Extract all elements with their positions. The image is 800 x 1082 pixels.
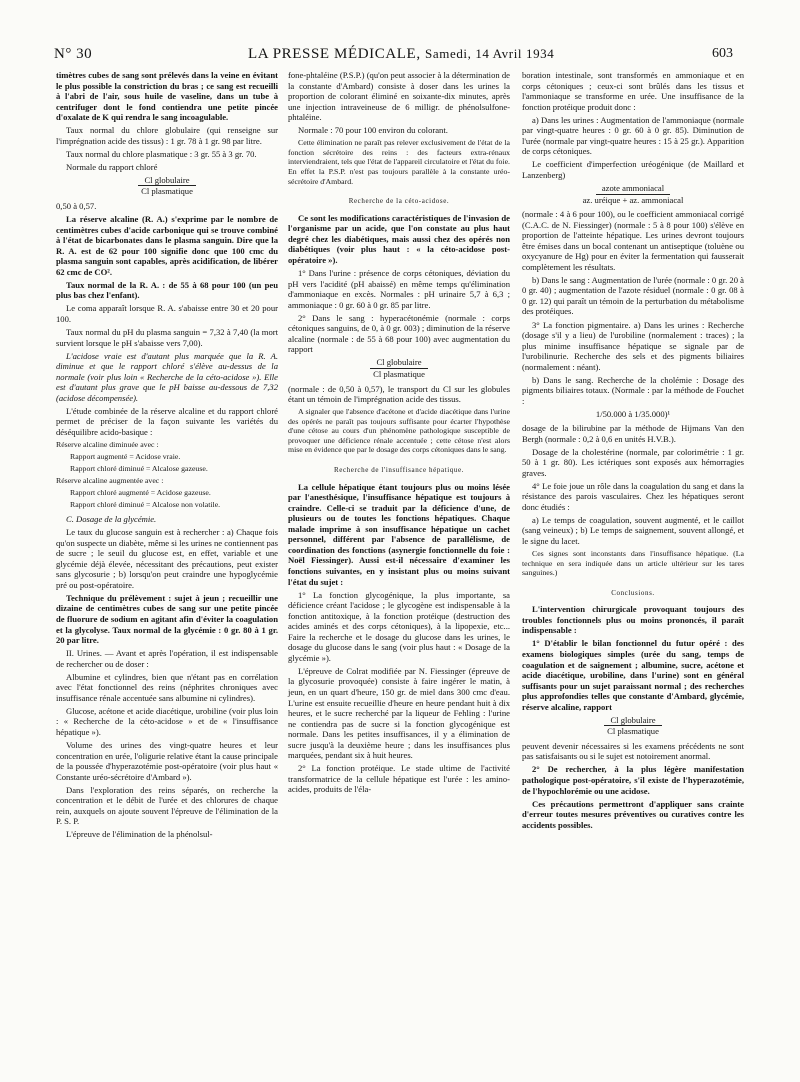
paragraph: Volume des urines des vingt-quatre heures et leur concentration en urée, l'oligurie relative étant la cause principale de la poussée d'hyperazotémie post-opératoire (voir plus haut « Constante uréo-sécrétoire d'Ambard »). [56,740,278,782]
paragraph: 2° Dans le sang : hyperacétonémie (normale : corps cétoniques sanguins, de 0, à 0 gr. 003) ; diminution de la réserve alcaline (normale : de 55 à 68 pour 100) avec augmentation du rapport [288,312,510,355]
fraction-uree [522,183,744,205]
paragraph: Taux normal de la R. A. : de 55 à 68 pour 100 (un peu plus bas chez l'enfant). [56,279,278,301]
paragraph: Le taux du glucose sanguin est à rechercher : a) Chaque fois qu'on suspecte un diabète, même si les urines ne contiennent pas de sucre ; le seuil du glucose est, en effet, variable et une glycémie déjà élevée, nécessitant des précautions, peut exister sans glycosurie ; b) lorsqu'on peut craindre une hypoglycémie pré ou post-opératoire. [56,527,278,590]
table-line: Réserve alcaline augmentée avec : [56,476,164,486]
section-heading: Recherche de l'insuffisance hépatique. [333,466,465,475]
paragraph: 3° La fonction pigmentaire. a) Dans les urines : Recherche (dosage s'il y a lieu) de l'urobiline (normalement : traces) ; la plus minime insuffisance hépatique se signale par de l'urobilinurie. Recherche des sels et des pigments biliaires (normalement : néant). [522,319,744,372]
issue-number: N° 30 [54,46,93,62]
paragraph: boration intestinale, sont transformés en ammoniaque et en corps cétoniques ; ceux-ci sont brûlés dans les tissus et l'ammoniaque se transforme en urée. Une insuffisance de la fonction protéique produit donc : [522,70,744,112]
column-1 [56,70,278,842]
table-line: Rapport augmenté = Acidose vraie. [70,452,181,462]
paragraph: Dans l'exploration des reins séparés, on recherche la concentration et le débit de l'urée et des chlorures de chaque rein, auxquels on ajoute souvent l'épreuve de l'élimination de la P. S. P. [56,784,278,827]
fouchet-fraction: 1/50.000 à 1/35.000)¹ [595,409,671,420]
paragraph: Ces signes sont inconstants dans l'insuffisance hépatique. (La technique en sera indiquée dans un article ultérieur sur les tares sanguines.) [522,548,744,578]
fraction-chlore [288,357,510,379]
paragraph: Taux normal du chlore plasmatique : 3 gr. 55 à 3 gr. 70. [66,148,257,159]
paragraph: La cellule hépatique étant toujours plus ou moins lésée par l'anesthésique, l'insuffisance hépatique est toujours à craindre. Celle-ci se traduit par la déficience d'une, de plusieurs ou de toutes les fonctions hépatiques. Chaque malade imprime à son insuffisance hépatique un cachet personnel, différent par l'absence de parallélisme, de coordination des fonctions (asynergie fonctionnelle du foie : Noël Fiessinger). Aussi est-il nécessaire d'examiner les fonctions suivantes, en y insistant plus ou moins suivant l'état du sujet : [288,481,510,587]
paragraph: Glucose, acétone et acide diacétique, urobiline (voir plus loin : « Recherche de la céto-acidose » et de « l'insuffisance hépatique »). [56,705,278,737]
section-heading: Recherche de la céto-acidose. [348,197,450,206]
paragraph: Taux normal du chlore globulaire (qui renseigne sur l'imprégnation acide des tissus) : 1 gr. 78 à 1 gr. 98 par litre. [56,125,278,146]
paragraph: 4° Le foie joue un rôle dans la coagulation du sang et dans la résistance des parois vasculaires. Chez les hépatiques seront donc étudiés : [522,480,744,512]
paragraph: L'épreuve de Colrat modifiée par N. Fiessinger (épreuve de la glycosurie provoquée) consiste à faire ingérer le matin, à jeun, en un quart d'heure, 150 gr. de miel dans 300 cmc d'eau. L'urine est ensuite recueillie d'heure en heure pendant huit à dix heures, et le sucre recherché par la liqueur de Fehling : l'urine ne contiendra pas de sucre si la fonction glycogénique est normale. Dans les petites insuffisances, il y a élimination de sucre jusqu'à la deuxième heure ; dans les insuffisances plus marquées, pendant six à huit heures. [288,665,510,761]
paragraph: fone-phtaléine (P.S.P.) (qu'on peut associer à la détermination de la constante d'Ambard) consiste à doser dans les urines la proportion de colorant éliminé en soixante-dix minutes, après une injection intraveineuse de 6 milligr. de phénolsulfone-phtaléine. [288,70,510,123]
table-line: Rapport chloré augmenté = Acidose gazeuse. [70,488,211,498]
paragraph: 1° La fonction glycogénique, la plus importante, sa déficience créant l'acidose ; le glycogène est indispensable à la fonction antitoxique, à la fonction protéique (destruction des acides aminés et des corps cétoniques), à la lipopexie, etc... Faire la recherche et le dosage du glucose dans les urines, le dosage du glucose dans le sang (voir plus haut : « Dosage de la glycémie »). [288,589,510,663]
section-heading: C. Dosage de la glycémie. [66,514,157,525]
journal-name: LA PRESSE MÉDICALE, [248,46,421,62]
paragraph: dosage de la bilirubine par la méthode de Hijmans Van den Bergh (normale : 0,2 à 0,6 en unités H.V.B.). [522,422,744,444]
paragraph: 0,50 à 0,57. [56,201,97,212]
paragraph: L'épreuve de l'élimination de la phénolsul- [66,829,213,840]
fraction-chlore [56,175,278,197]
column-2 [288,70,510,797]
paragraph: (normale : 4 à 6 pour 100), ou le coefficient ammoniacal corrigé (C.A.C. de N. Fiessinger) (normale : 5 à 8 pour 100) s'élève en proportion de l'atteinte hépatique. Les urines devront toujours être émises dans un bocal contenant un antiseptique (toluène ou oxycyanure de Hg) pour en éviter la fermentation qui fausserait complètement les résultats. [522,209,744,272]
journal-title [248,46,554,63]
paragraph: timètres cubes de sang sont prélevés dans la veine en évitant le plus possible la constriction du bras ; ce sang est recueilli à l'abri de l'air, sous huile de vaseline, dans un tube à centrifuger dont le fond contiendra une petite pincée d'oxalate de K qui rendra le sang incoagulable. [56,70,278,123]
section-heading: Conclusions. [611,588,655,597]
paragraph: Taux normal du pH du plasma sanguin = 7,32 à 7,40 (la mort survient lorsque le pH s'abaisse vers 7,00). [56,327,278,348]
paragraph: a) Dans les urines : Augmentation de l'ammoniaque (normale par vingt-quatre heures : 0 gr. 60 à 0 gr. 85). Diminution de l'urée (normale par vingt-quatre heures : 15 à 25 gr.). Apparition de corps cétoniques. [522,114,744,157]
paragraph: Technique du prélèvement : sujet à jeun ; recueillir une dizaine de centimètres cubes de sang sur une petite pincée de fluorure de sodium en agitant afin d'éviter la coagulation et la glycolyse. Taux normal de la glycémie : 0 gr. 80 à 1 gr. 20 par litre. [56,592,278,646]
fraction-chlore [522,715,744,737]
paragraph: b) Dans le sang. Recherche de la cholémie : Dosage des pigments biliaires totaux. (Normale : par la méthode de Fouchet : [522,374,744,406]
acid-base-table [56,440,278,510]
paragraph: Le coefficient d'imperfection uréogénique (de Maillard et Lanzenberg) [522,159,744,180]
fraction-numerator: Cl globulaire [138,175,195,187]
paragraph: Cette élimination ne paraît pas relever exclusivement de l'état de la fonction sécrétoire des reins : des facteurs extra-rénaux interviendraient, tels que l'état de l'appareil circulatoire et l'état du foie. En effet la P.S.P. n'est pas toujours parallèle à la constante uréo-sécrétoire d'Ambard. [288,138,510,186]
paragraph: Ces précautions permettront d'appliquer sans crainte d'erreur toutes mesures préventives ou curatives contre les accidents possibles. [522,798,744,830]
fraction-numerator: azote ammoniacal [596,183,670,195]
paragraph: Albumine et cylindres, bien que n'étant pas en corrélation avec l'état fonctionnel des reins (néphrites chroniques avec insuffisance rénale accentuée sans albumine ni cylindres). [56,671,278,703]
paragraph: 1° D'établir le bilan fonctionnel du futur opéré : des examens biologiques simples (urée du sang, temps de coagulation et de saignement ; albumine, sucre, acétone et acide diacétique, urobiline, dans l'urine) sont en général suffisants pour un sujet paraissant normal ; des recherches plus approfondies telles que constante d'Ambard, glycémie, réserve alcaline, rapport [522,638,744,712]
paragraph: b) Dans le sang : Augmentation de l'urée (normale : 0 gr. 20 à 0 gr. 40) ; augmentation de l'azote résiduel (normale : 0 gr. 08 à 0 gr. 12) qui paraît un témoin de la perturbation du métabolisme des protéiques. [522,274,744,317]
paragraph: Normale du rapport chloré [66,161,158,172]
paragraph: a) Le temps de coagulation, souvent augmenté, et le caillot (sang veineux) ; b) Le temps de saignement, souvent allongé, et le signe du lacet. [522,514,744,546]
paragraph: (normale : de 0,50 à 0,57), le transport du Cl sur les globules étant un témoin de l'imprégnation acide des tissus. [288,383,510,405]
paragraph: peuvent devenir nécessaires si les examens précédents ne sont pas satisfaisants ou si le sujet est notoirement anormal. [522,740,744,762]
column-3 [522,70,744,833]
fraction-denominator: Cl plasmatique [607,726,659,737]
paragraph: L'acidose vraie est d'autant plus marquée que la R. A. diminue et que le rapport chloré s'élève au-dessus de la normale (voir plus loin « Recherche de la céto-acidose »). Elle est d'autant plus grave que le pH baisse au-dessous de 7,32 (acidose décompensée). [56,350,278,403]
issue-date: Samedi, 14 Avril 1934 [425,46,555,61]
fraction-numerator: Cl globulaire [604,715,661,727]
page-number: 603 [712,46,733,61]
paragraph: 1° Dans l'urine : présence de corps cétoniques, déviation du pH vers l'acidité (pH abaissé) en même temps qu'élimination d'ammoniaque en excès. Normales : pH urinaire 5,7 à 6,3 ; ammoniaque : 0 gr. 60 à 0 gr. 85 par litre. [288,268,510,310]
paragraph: L'étude combinée de la réserve alcaline et du rapport chloré permet de préciser de la façon suivante les variétés du déséquilibre acido-basique : [56,405,278,437]
paragraph: Dosage de la cholestérine (normale, par colorimétrie : 1 gr. 50 à 1 gr. 80). Les ictériques sont exposés aux hémorragies graves. [522,446,744,478]
paragraph: Normale : 70 pour 100 environ du colorant. [298,125,448,136]
paragraph: La réserve alcaline (R. A.) s'exprime par le nombre de centimètres cubes d'acide carbonique qui se trouve combiné à l'état de bicarbonates dans le plasma sanguin. Dire que la R. A. est de 62 pour 100 signifie donc que 100 cmc du plasma sanguin sont capables, après acidification, de libérer 62 cmc de CO². [56,214,278,277]
paragraph: Le coma apparaît lorsque R. A. s'abaisse entre 30 et 20 pour 100. [56,303,278,324]
paragraph: Ce sont les modifications caractéristiques de l'invasion de l'organisme par un acide, que l'on constate au plus haut degré chez les diabétiques, mais aussi chez des opérés non diabétiques (voir plus haut : « la céto-acidose post-opératoire »). [288,212,510,265]
table-line: Rapport chloré diminué = Alcalose non volatile. [70,500,221,510]
paragraph: 2° La fonction protéique. Le stade ultime de l'activité transformatrice de la cellule hépatique est l'urée : les amino-acides, produits de l'éla- [288,763,510,795]
page-header [0,0,800,60]
fraction-denominator: Cl plasmatique [141,186,193,197]
fraction-denominator: az. uréique + az. ammoniacal [582,194,684,205]
paragraph: 2° De rechercher, à la plus légère manifestation pathologique post-opératoire, s'il existe de l'hyperazotémie, de l'hypochlorémie ou une acidose. [522,764,744,796]
paragraph: A signaler que l'absence d'acétone et d'acide diacétique dans l'urine des opérés ne paraît pas toujours suffisante pour écarter l'hypothèse d'une cétose au cours d'un phénomène pathologique susceptible de provoquer une déficience rénale accentuée ; cette cétose n'est alors mise en évidence que par le dosage des corps cétoniques dans le sang. [288,407,510,455]
paragraph: II. Urines. — Avant et après l'opération, il est indispensable de rechercher ou de doser : [56,648,278,669]
fraction-denominator: Cl plasmatique [373,368,425,379]
table-line: Rapport chloré diminué = Alcalose gazeuse. [70,464,208,474]
fraction-numerator: Cl globulaire [370,357,427,369]
paragraph: L'intervention chirurgicale provoquant toujours des troubles fonctionnels plus ou moins prononcés, il paraît indispensable : [522,604,744,636]
table-line: Réserve alcaline diminuée avec : [56,440,159,449]
